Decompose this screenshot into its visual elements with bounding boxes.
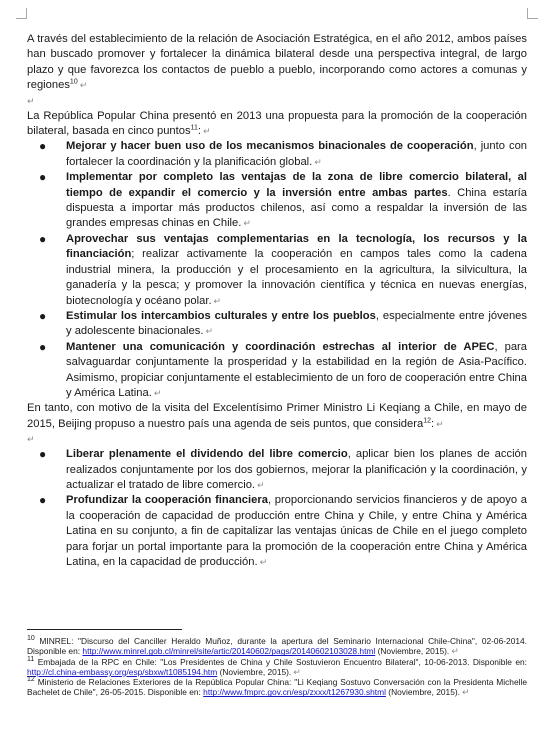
document-body (27, 32, 527, 570)
paragraph-mark: ↵ (79, 80, 88, 91)
footnote-link[interactable]: http://www.minrel.gob.cl/minrel/site/artic/20140602/pags/20140602103028.html (82, 646, 376, 657)
footnote-12: $^{12}$ Ministerio de Relaciones Exteriores de la República Popular China: "Li Keqiang Sostuvo Conversación con la Presidenta Michelle Bachelet de Chile", 26-05-2015. Disponible en: http://www.fmprc.gov.cn/esp/zxxx/t1267930.shtml (Noviembre, 2015). ↵ (27, 676, 527, 698)
empty-line: ↵ (27, 95, 35, 106)
five-points-list (27, 139, 527, 401)
margin-corner-top-left (16, 8, 27, 19)
bullet-icon: ● (39, 308, 47, 323)
paragraph-1: A través del establecimiento de la relación de Asociación Estratégica, en el año 2012, ambos países han buscado promover y fortalecer la dinámica bilateral desde una perspectiva integral, de largo plazo y que favorezca los contactos de pueblo a pueblo, incorporando como actores a comunas y regiones$^{10}$ ↵ (27, 33, 527, 92)
footnote-ref-12[interactable]: 12 (423, 417, 431, 425)
paragraph-3: En tanto, con motivo de la visita del Excelentísimo Primer Ministro Li Keqiang a Chile, en mayo de 2015, Beijing propuso a nuestro país una agenda de seis puntos, que considera$^{12}$: ↵ (27, 402, 527, 430)
list-item: ● Aprovechar sus ventajas complementarias en la tecnología, los recursos y la financiación; realizar activamente la cooperación en campos tales como la cadena industrial minera, la producción y el procesamiento en la agricultura, la silvicultura, la ganadería y la pesca; y promover la innovación científica y técnica en nuevas energías, biotecnología y océano polar. ↵ (39, 231, 527, 307)
footnote-separator (27, 629, 182, 630)
bullet-icon: ● (39, 447, 47, 462)
paragraph-2: La República Popular China presentó en 2013 una propuesta para la promoción de la cooperación bilateral, basada en cinco puntos$^{11}$: ↵ (27, 109, 527, 138)
footnote-ref-10[interactable]: 10 (69, 78, 78, 86)
list-item: ● Profundizar la cooperación financiera, proporcionando servicios financieros y de apoyo a la cooperación de capacidad de producción entre China y Chile, y entre China y América Latina en su conjunto, a fin de capitalizar las ventajas únicas de Chile en el juego completo para forjar un portal importante para la promoción de la cooperación entre China y América Latina, en la capacidad de producción. ↵ (39, 493, 527, 568)
list-item: ● Mejorar y hacer buen uso de los mecanismos binacionales de cooperación, junto con fortalecer la coordinación y la planificación global. ↵ (39, 139, 528, 168)
margin-corner-top-right (527, 8, 538, 19)
list-item: ● Estimular los intercambios culturales y entre los pueblos, especialmente entre jóvenes y adolescente binacionales. ↵ (39, 308, 527, 338)
list-item: ● Mantener una comunicación y coordinación estrechas al interior de APEC, para salvaguardar conjuntamente la prosperidad y la estabilidad en la región de Asia-Pacífico. Asimismo, propiciar conjuntamente el establecimiento de un foro de cooperación entre China y América Latina. ↵ (39, 339, 527, 399)
footnote-10: $^{10}$ MINREL: "Discurso del Canciller Heraldo Muñoz, durante la apertura del Seminario Internacional Chile-China", 02-06-2014. Disponible en: http://www.minrel.gob.cl/minrel/site/artic/20140602/pags/20140602103028.html (Noviembre, 2015). ↵ (27, 635, 527, 657)
bullet-icon: ● (39, 339, 47, 354)
footnotes (27, 636, 527, 698)
footnote-11: $^{11}$ Embajada de la RPC en Chile: "Los Presidentes de China y Chile Sostuvieron Encuentro Bilateral", 10-06-2013. Disponible en: http://cl.china-embassy.org/esp/sbxw/t1085194.htm (Noviembre, 2015). ↵ (27, 655, 527, 677)
bullet-icon: ● (39, 170, 47, 185)
empty-line: ↵ (27, 434, 35, 445)
footnote-link[interactable]: http://cl.china-embassy.org/esp/sbxw/t1085194.htm (27, 666, 218, 677)
six-points-list (27, 447, 527, 570)
bullet-icon: ● (39, 493, 47, 508)
list-item: ● Liberar plenamente el dividendo del libre comercio, aplicar bien los planes de acción realizados conjuntamente por los dos gobiernos, mejorar la planificación y la coordinación, y actualizar el tratado de libre comercio. ↵ (39, 447, 527, 491)
footnote-link[interactable]: http://www.fmprc.gov.cn/esp/zxxx/t1267930.shtml (203, 687, 386, 698)
footnote-ref-11[interactable]: 11 (190, 124, 198, 132)
list-item: ● Implementar por completo las ventajas de la zona de libre comercio bilateral, al tiempo de expandir el comercio y la inversión entre ambas partes. China estaría dispuesta a importar más productos chilenos, así como a respaldar la inversión de las grandes empresas chinas en Chile. ↵ (39, 170, 527, 230)
bullet-icon: ● (39, 139, 47, 154)
bullet-icon: ● (39, 231, 47, 246)
